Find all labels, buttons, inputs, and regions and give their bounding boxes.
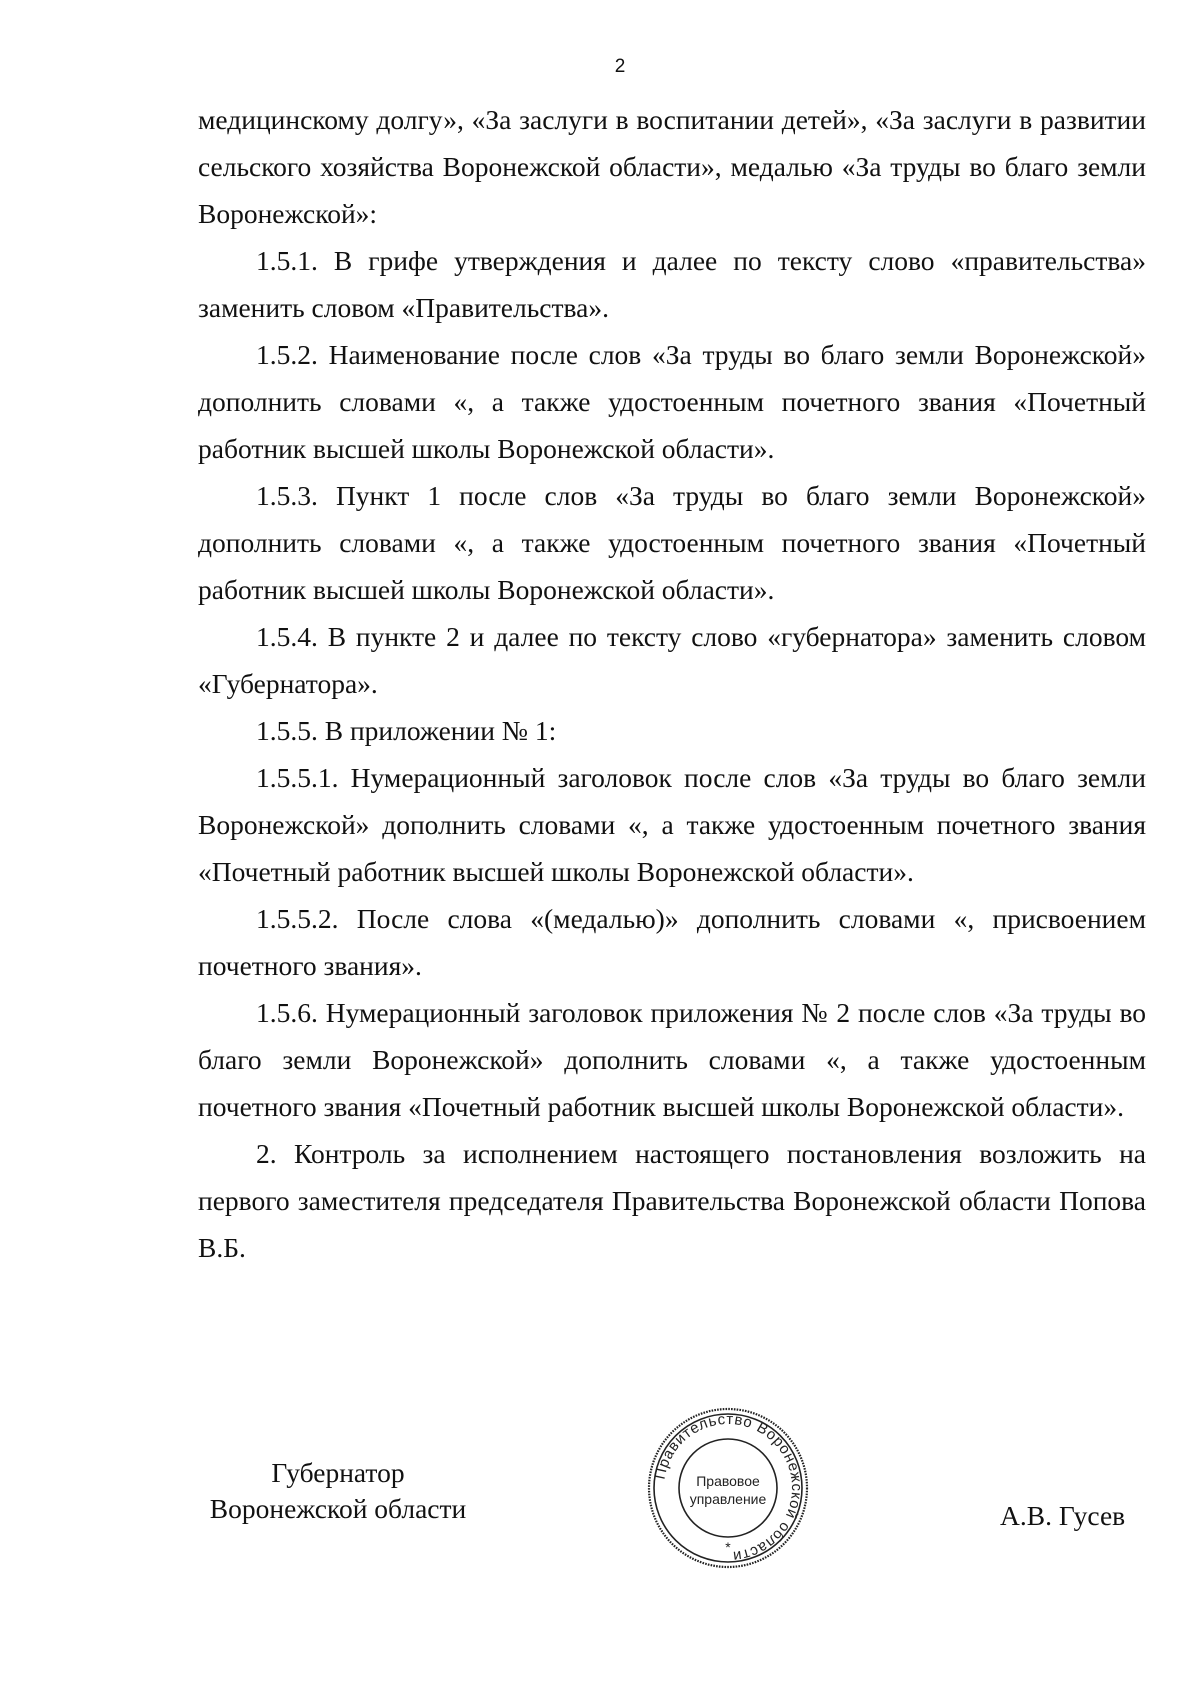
signatory-title-line2: Воронежской области bbox=[209, 1493, 467, 1524]
paragraph-1-5-2: 1.5.2. Наименование после слов «За труды во благо земли Воронежской» дополнить словами «, а также удостоенным почетного звания «Почетный работник высшей школы Воронежской области». bbox=[198, 339, 1146, 464]
seal-ring-text: Правительство Воронежской области bbox=[651, 1410, 806, 1565]
seal-stamp bbox=[646, 1406, 810, 1570]
signatory-name: А.В. Гусев bbox=[1000, 1500, 1126, 1531]
page-number: 2 bbox=[614, 56, 626, 77]
paragraph-1-5-4: 1.5.4. В пункте 2 и далее по тексту слово «губернатора» заменить словом «Губернатора». bbox=[198, 621, 1146, 699]
paragraph-2: 2. Контроль за исполнением настоящего постановления возложить на первого заместителя председателя Правительства Воронежской области Попова В.Б. bbox=[198, 1138, 1146, 1263]
signatory-title bbox=[198, 1455, 478, 1527]
signatory-title-line1: Губернатор bbox=[271, 1457, 405, 1488]
paragraph-1-5-1: 1.5.1. В грифе утверждения и далее по тексту слово «правительства» заменить словом «Правительства». bbox=[198, 245, 1146, 323]
paragraph-1-5-3: 1.5.3. Пункт 1 после слов «За труды во благо земли Воронежской» дополнить словами «, а также удостоенным почетного звания «Почетный работник высшей школы Воронежской области». bbox=[198, 480, 1146, 605]
seal-star: * bbox=[725, 1539, 731, 1555]
paragraph-1-5-5-1: 1.5.5.1. Нумерационный заголовок после слов «За труды во благо земли Воронежской» дополнить словами «, а также удостоенным почетного звания «Почетный работник высшей школы Воронежской области». bbox=[198, 762, 1146, 887]
document-body bbox=[198, 96, 1146, 1271]
seal-center-line2: управление bbox=[689, 1491, 767, 1507]
paragraph-1-5-5-2: 1.5.5.2. После слова «(медалью)» дополнить словами «, присвоением почетного звания». bbox=[198, 903, 1146, 981]
paragraph-1-5-5: 1.5.5. В приложении № 1: bbox=[256, 715, 557, 746]
seal-center-line1: Правовое bbox=[696, 1473, 760, 1489]
signature-block bbox=[0, 1455, 1200, 1605]
paragraph-continuation: медицинскому долгу», «За заслуги в воспитании детей», «За заслуги в развитии сельского хозяйства Воронежской области», медалью «За труды во благо земли Воронежской»: bbox=[198, 104, 1146, 229]
paragraph-1-5-6: 1.5.6. Нумерационный заголовок приложения № 2 после слов «За труды во благо земли Воронежской» дополнить словами «, а также удостоенным почетного звания «Почетный работник высшей школы Воронежской области». bbox=[198, 997, 1146, 1122]
